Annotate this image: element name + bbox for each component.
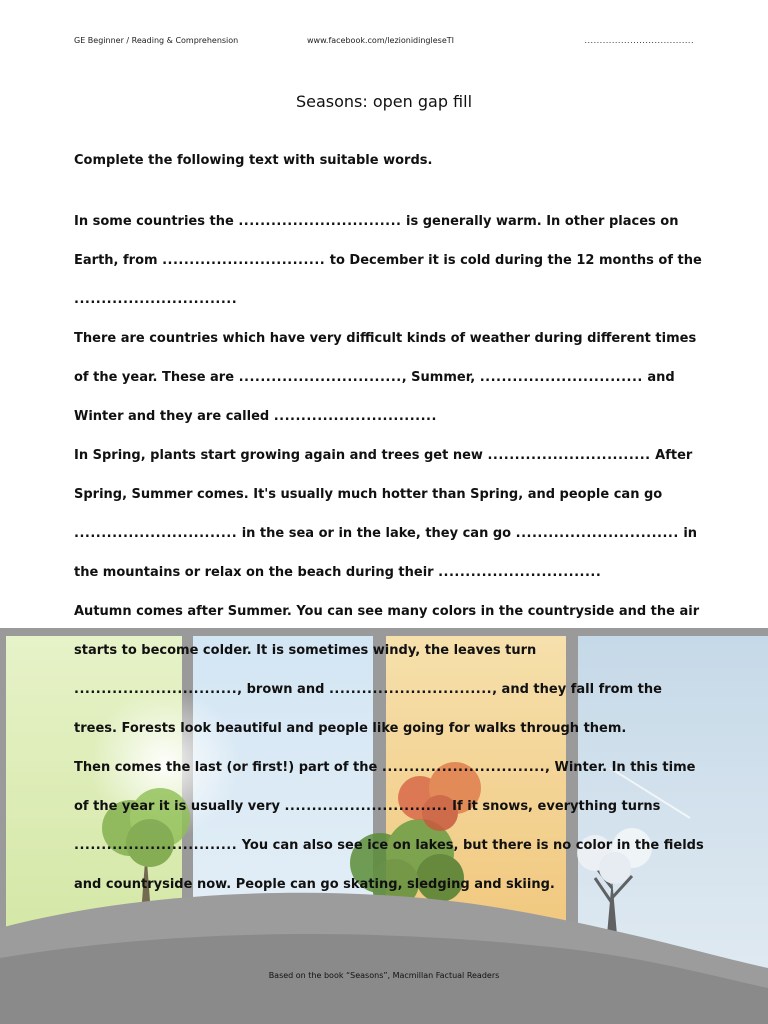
facebook-url: www.facebook.com/lezionidingleseTI: [307, 36, 454, 45]
name-blank: ....................................: [584, 36, 694, 45]
course-label: GE Beginner / Reading & Comprehension: [74, 36, 239, 45]
blank: ..............................: [284, 799, 448, 814]
page-title: Seasons: open gap fill: [295, 92, 473, 111]
blank: ..............................: [515, 526, 679, 541]
gap-fill-text: [74, 202, 704, 904]
blank: ..............................: [74, 838, 238, 853]
blank: ..............................: [438, 565, 602, 580]
blank: ..............................: [162, 253, 326, 268]
paragraph-1: In some countries the .............................. is generally warm. In other places on Earth, from .............................. to December it is cold during the 12 months of the ..............................: [74, 214, 702, 307]
blank: ..............................: [74, 682, 238, 697]
blank: ..............................: [487, 448, 651, 463]
blank: ..............................: [74, 526, 238, 541]
blank: ..............................: [328, 682, 493, 697]
blank: ..............................: [273, 409, 437, 424]
blank: ..............................: [74, 292, 238, 307]
instructions: Complete the following text with suitable words.: [74, 153, 433, 168]
paragraph-3: In Spring, plants start growing again and trees get new .............................. After Spring, Summer comes. It's usually much hotter than Spring, and people can go .............................. in the sea or in the lake, they can go .............................. in the mountains or relax on the beach during their ..............................: [74, 448, 698, 580]
source-credit: Based on the book “Seasons”, Macmillan Factual Readers: [268, 971, 500, 980]
paragraph-4: Autumn comes after Summer. You can see many colors in the countryside and the air starts to become colder. It is sometimes windy, the leaves turn .............................., brown and .............................., and they fall from the trees. Forests look beautiful and people like going for walks through them.: [74, 604, 700, 736]
page-header: [74, 36, 694, 50]
paragraph-2: There are countries which have very difficult kinds of weather during different times of the year. These are .............................., Summer, .............................. and Winter and they are called ..............................: [74, 331, 697, 424]
paragraph-5: Then comes the last (or first!) part of the .............................., Winter. In this time of the year it is usually very .............................. If it snows, everything turns .............................. You can also see ice on lakes, but there is no color in the fields and countryside now. People can go skating, sledging and skiing.: [74, 760, 704, 892]
blank: ..............................: [479, 370, 643, 385]
blank: ..............................: [381, 760, 546, 775]
blank: ..............................: [238, 214, 402, 229]
blank: ..............................: [238, 370, 402, 385]
